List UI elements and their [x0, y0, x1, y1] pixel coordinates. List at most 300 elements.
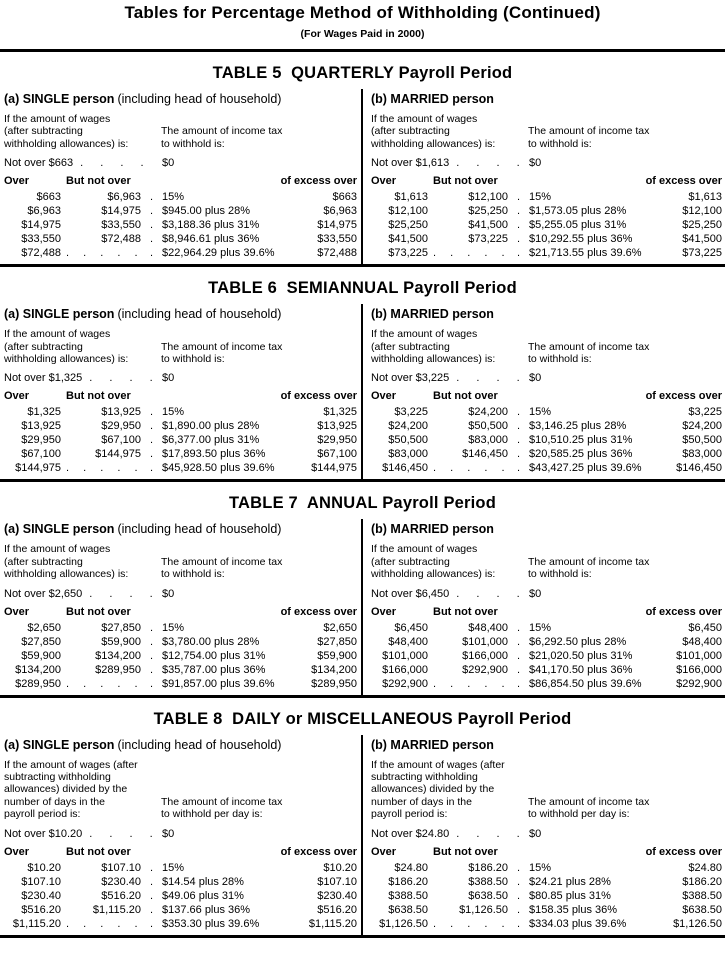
tax-amount: $3,780.00 plus 28% — [162, 635, 260, 648]
tax-amount: $20,585.25 plus 36% — [529, 448, 633, 461]
condition-line: The amount of income tax — [528, 555, 650, 568]
table-row — [4, 861, 357, 875]
tax-amount: $5,255.05 plus 31% — [529, 219, 627, 232]
table-row — [4, 461, 357, 475]
table-row — [4, 246, 357, 260]
excess-over-value: $27,850 — [317, 635, 357, 648]
separator-dot: . — [149, 663, 154, 676]
but-not-over-value: $24,200 — [468, 406, 508, 419]
tax-amount: $41,170.50 plus 36% — [529, 663, 633, 676]
over-header: Over — [4, 175, 30, 188]
condition-line: to withhold per day is: — [528, 808, 630, 821]
dot-leader: . . . . — [89, 372, 160, 385]
over-value: $146,450 — [382, 462, 428, 475]
over-value: $2,650 — [27, 621, 61, 634]
excess-over-header: of excess over — [280, 845, 357, 858]
wage-condition — [4, 543, 161, 580]
person-qualifier: (including head of household) — [117, 307, 282, 322]
but-not-over-value: $134,200 — [95, 649, 141, 662]
over-header: Over — [4, 390, 30, 403]
condition-line: If the amount of wages — [371, 328, 478, 341]
tax-amount: $353.30 plus 39.6% — [162, 917, 260, 930]
over-value: $25,250 — [388, 219, 428, 232]
tax-amount: $49.06 plus 31% — [162, 889, 244, 902]
tax-amount: $3,146.25 plus 28% — [529, 420, 627, 433]
excess-over-header: of excess over — [280, 175, 357, 188]
excess-over-value: $516.20 — [317, 903, 357, 916]
but-not-over-header: But not over — [433, 605, 498, 618]
table-body — [0, 735, 725, 938]
table-row — [4, 232, 357, 246]
excess-over-value: $6,450 — [688, 621, 722, 634]
separator-dot: . — [516, 875, 521, 888]
excess-over-value: $25,250 — [682, 219, 722, 232]
excess-over-value: $24,200 — [682, 420, 722, 433]
table-half-single — [0, 735, 361, 935]
dot-leader: . . . . — [456, 372, 527, 385]
dot-leader: . . . . — [456, 827, 527, 840]
separator-dot: . — [149, 462, 154, 475]
table-row — [4, 204, 357, 218]
table-row — [371, 903, 722, 917]
but-not-over-value: $29,950 — [101, 420, 141, 433]
not-over-amount: $0 — [529, 157, 542, 170]
condition-line: The amount of income tax — [161, 340, 283, 353]
but-not-over-header: But not over — [66, 390, 131, 403]
but-not-over-value: $14,975 — [101, 205, 141, 218]
but-not-over-value: $48,400 — [468, 621, 508, 634]
excess-over-value: $50,500 — [682, 434, 722, 447]
excess-over-value: $1,126.50 — [673, 917, 722, 930]
but-not-over-value: $289,950 — [95, 663, 141, 676]
condition-line: (after subtracting — [371, 125, 450, 138]
condition-line: If the amount of wages (after — [371, 758, 505, 771]
column-headers — [4, 606, 357, 618]
table-row — [4, 621, 357, 635]
condition-block — [4, 113, 357, 150]
tax-amount: $17,893.50 plus 36% — [162, 448, 266, 461]
over-value: $289,950 — [15, 677, 61, 690]
table-half-single — [0, 519, 361, 694]
separator-dot: . — [149, 205, 154, 218]
table-row — [371, 461, 722, 475]
wage-condition — [371, 328, 528, 365]
excess-over-value: $1,613 — [688, 191, 722, 204]
excess-over-value: $67,100 — [317, 448, 357, 461]
tax-amount: $10,510.25 plus 31% — [529, 434, 633, 447]
tax-amount: $21,713.55 plus 39.6% — [529, 247, 642, 260]
table-row — [371, 419, 722, 433]
condition-line: The amount of income tax — [528, 795, 650, 808]
person-qualifier: (including head of household) — [117, 522, 282, 537]
over-value: $292,900 — [382, 677, 428, 690]
excess-over-value: $24.80 — [688, 861, 722, 874]
excess-over-value: $663 — [332, 191, 357, 204]
not-over-line — [371, 588, 722, 601]
condition-block — [371, 759, 722, 821]
excess-over-value: $10.20 — [323, 861, 357, 874]
person-heading — [4, 307, 357, 322]
tax-amount: 15% — [529, 191, 552, 204]
but-not-over-header: But not over — [433, 845, 498, 858]
over-value: $24.80 — [394, 861, 428, 874]
not-over-line — [371, 828, 722, 841]
table-body — [0, 89, 725, 267]
over-value: $186.20 — [388, 875, 428, 888]
over-value: $48,400 — [388, 635, 428, 648]
not-over-line — [371, 157, 722, 170]
person-qualifier: (including head of household) — [117, 92, 282, 106]
but-not-over-value: $27,850 — [101, 621, 141, 634]
but-not-over-value: . . . . . — [433, 462, 511, 475]
excess-over-value: $107.10 — [317, 875, 357, 888]
not-over-text: Not over $1,325 — [4, 372, 83, 385]
person-heading — [371, 738, 722, 753]
table-heading: TABLE 7 ANNUAL Payroll Period — [229, 494, 496, 513]
table-half-married — [363, 519, 725, 694]
excess-over-value: $73,225 — [682, 247, 722, 260]
person-type-label: (b) MARRIED person — [371, 737, 494, 752]
over-header: Over — [4, 605, 30, 618]
excess-over-value: $1,115.20 — [308, 917, 357, 930]
table-row — [371, 246, 722, 260]
separator-dot: . — [149, 420, 154, 433]
condition-line: subtracting withholding — [371, 771, 478, 784]
but-not-over-value: . . . . . — [66, 462, 144, 475]
tax-condition — [528, 556, 722, 581]
condition-line: The amount of income tax — [161, 125, 283, 138]
but-not-over-value: $516.20 — [101, 889, 141, 902]
condition-line: withholding allowances) is: — [4, 568, 129, 581]
excess-over-header: of excess over — [645, 605, 722, 618]
excess-over-value: $13,925 — [317, 420, 357, 433]
not-over-text: Not over $6,450 — [371, 587, 450, 600]
but-not-over-value: $186.20 — [468, 861, 508, 874]
but-not-over-value: $292,900 — [462, 663, 508, 676]
column-headers — [4, 390, 357, 402]
excess-over-value: $388.50 — [682, 889, 722, 902]
tax-amount: $43,427.25 plus 39.6% — [529, 462, 642, 475]
dot-leader: . . . . — [456, 587, 527, 600]
tax-condition — [161, 556, 357, 581]
table-row — [371, 232, 722, 246]
condition-line: number of days in the — [4, 795, 105, 808]
condition-line: number of days in the — [371, 795, 472, 808]
condition-line: If the amount of wages (after — [4, 758, 138, 771]
tax-amount: $137.66 plus 36% — [162, 903, 251, 916]
but-not-over-value: . . . . . — [433, 917, 511, 930]
but-not-over-value: $6,963 — [107, 191, 141, 204]
condition-line: withholding allowances) is: — [371, 137, 496, 150]
excess-over-value: $12,100 — [682, 205, 722, 218]
but-not-over-value: $107.10 — [101, 861, 141, 874]
tax-amount: 15% — [162, 191, 185, 204]
but-not-over-value: $25,250 — [468, 205, 508, 218]
condition-line: to withhold is: — [528, 568, 592, 581]
separator-dot: . — [516, 861, 521, 874]
page-subtitle: (For Wages Paid in 2000) — [300, 28, 425, 40]
excess-over-value: $166,000 — [676, 663, 722, 676]
condition-line: The amount of income tax — [528, 125, 650, 138]
not-over-text: Not over $663 — [4, 157, 74, 170]
tax-amount: $12,754.00 plus 31% — [162, 649, 266, 662]
excess-over-value: $101,000 — [676, 649, 722, 662]
but-not-over-value: . . . . . — [433, 677, 511, 690]
over-value: $388.50 — [388, 889, 428, 902]
but-not-over-header: But not over — [66, 175, 131, 188]
tax-amount: 15% — [529, 861, 552, 874]
separator-dot: . — [516, 219, 521, 232]
over-value: $27,850 — [21, 635, 61, 648]
separator-dot: . — [149, 649, 154, 662]
not-over-text: Not over $1,613 — [371, 157, 450, 170]
condition-line: (after subtracting — [371, 340, 450, 353]
condition-line: If the amount of wages — [4, 113, 111, 125]
tax-amount: $86,854.50 plus 39.6% — [529, 677, 642, 690]
excess-over-value: $146,450 — [676, 462, 722, 475]
tax-amount: $6,377.00 plus 31% — [162, 434, 260, 447]
excess-over-value: $83,000 — [682, 448, 722, 461]
table-row — [4, 190, 357, 204]
person-type-label: (a) SINGLE person — [4, 522, 115, 537]
over-value: $13,925 — [21, 420, 61, 433]
condition-block — [371, 113, 722, 150]
table-body — [0, 304, 725, 482]
but-not-over-value: $13,925 — [101, 406, 141, 419]
separator-dot: . — [516, 677, 521, 690]
table-row — [4, 649, 357, 663]
over-value: $6,450 — [394, 621, 428, 634]
table-row — [4, 433, 357, 447]
excess-over-value: $29,950 — [317, 434, 357, 447]
not-over-text: Not over $10.20 — [4, 827, 83, 840]
tax-amount: $45,928.50 plus 39.6% — [162, 462, 275, 475]
not-over-amount: $0 — [529, 827, 542, 840]
excess-over-value: $41,500 — [682, 233, 722, 246]
tax-amount: $91,857.00 plus 39.6% — [162, 677, 275, 690]
separator-dot: . — [149, 434, 154, 447]
but-not-over-header: But not over — [66, 605, 131, 618]
page-title: Tables for Percentage Method of Withholding (Continued) — [124, 3, 601, 22]
over-value: $1,115.20 — [12, 917, 61, 930]
but-not-over-value: $1,126.50 — [459, 903, 508, 916]
dot-leader: . . . . — [89, 827, 160, 840]
table-heading: TABLE 6 SEMIANNUAL Payroll Period — [208, 279, 517, 298]
not-over-amount: $0 — [529, 587, 542, 600]
separator-dot: . — [516, 649, 521, 662]
tax-amount: $1,573.05 plus 28% — [529, 205, 627, 218]
over-value: $6,963 — [27, 205, 61, 218]
condition-line: to withhold is: — [161, 568, 225, 581]
not-over-line — [371, 372, 722, 385]
condition-line: withholding allowances) is: — [4, 137, 129, 150]
table-row — [371, 875, 722, 889]
but-not-over-value: . . . . . — [66, 247, 144, 260]
person-heading — [4, 738, 357, 753]
not-over-line — [4, 372, 357, 385]
column-headers — [4, 175, 357, 187]
table-row — [371, 663, 722, 677]
table-row — [371, 889, 722, 903]
dot-leader: . . . . — [456, 157, 527, 170]
but-not-over-value: . . . . . — [66, 677, 144, 690]
condition-line: If the amount of wages — [371, 113, 478, 125]
over-value: $59,900 — [21, 649, 61, 662]
over-value: $29,950 — [21, 434, 61, 447]
over-value: $1,126.50 — [379, 917, 428, 930]
condition-block — [4, 759, 357, 821]
tax-amount: $24.21 plus 28% — [529, 875, 611, 888]
but-not-over-value: $12,100 — [468, 191, 508, 204]
excess-over-value: $48,400 — [682, 635, 722, 648]
over-value: $67,100 — [21, 448, 61, 461]
not-over-line — [4, 157, 357, 170]
not-over-amount: $0 — [162, 827, 175, 840]
but-not-over-header: But not over — [433, 390, 498, 403]
over-value: $107.10 — [21, 875, 61, 888]
excess-over-value: $33,550 — [317, 233, 357, 246]
condition-line: withholding allowances) is: — [4, 353, 129, 366]
condition-line: withholding allowances) is: — [371, 353, 496, 366]
table-row — [371, 677, 722, 691]
tax-condition — [528, 341, 722, 366]
excess-over-header: of excess over — [645, 845, 722, 858]
condition-line: If the amount of wages — [4, 328, 111, 341]
condition-line: to withhold is: — [528, 137, 592, 150]
payroll-table-section — [0, 52, 725, 267]
but-not-over-value: $1,115.20 — [92, 903, 141, 916]
condition-block — [371, 543, 722, 580]
table-row — [4, 903, 357, 917]
table-row — [4, 663, 357, 677]
column-headers — [371, 175, 722, 187]
over-header: Over — [371, 845, 397, 858]
over-value: $33,550 — [21, 233, 61, 246]
person-type-label: (b) MARRIED person — [371, 307, 494, 322]
table-sections — [0, 52, 725, 938]
tax-amount: 15% — [162, 406, 185, 419]
condition-line: If the amount of wages — [371, 543, 478, 556]
table-row — [371, 635, 722, 649]
bracket-rows — [371, 190, 722, 260]
over-value: $230.40 — [21, 889, 61, 902]
table-row — [4, 889, 357, 903]
separator-dot: . — [516, 621, 521, 634]
but-not-over-value: $146,450 — [462, 448, 508, 461]
table-row — [4, 875, 357, 889]
not-over-text: Not over $2,650 — [4, 587, 83, 600]
but-not-over-value: $83,000 — [468, 434, 508, 447]
bracket-rows — [4, 190, 357, 260]
over-value: $166,000 — [382, 663, 428, 676]
separator-dot: . — [516, 462, 521, 475]
person-type-label: (a) SINGLE person — [4, 737, 115, 752]
over-header: Over — [4, 845, 30, 858]
wage-condition — [4, 759, 161, 821]
wage-condition — [371, 113, 528, 150]
separator-dot: . — [149, 677, 154, 690]
table-half-married — [363, 304, 725, 479]
separator-dot: . — [149, 861, 154, 874]
condition-line: to withhold is: — [161, 137, 225, 150]
but-not-over-value: $67,100 — [101, 434, 141, 447]
over-value: $134,200 — [15, 663, 61, 676]
tax-condition — [161, 125, 357, 150]
table-row — [4, 405, 357, 419]
excess-over-value: $144,975 — [311, 462, 357, 475]
table-heading: TABLE 8 DAILY or MISCELLANEOUS Payroll Period — [153, 709, 572, 728]
over-value: $1,613 — [394, 191, 428, 204]
but-not-over-value: $230.40 — [101, 875, 141, 888]
table-row — [4, 677, 357, 691]
separator-dot: . — [149, 219, 154, 232]
tax-amount: $22,964.29 plus 39.6% — [162, 247, 275, 260]
column-headers — [371, 390, 722, 402]
separator-dot: . — [149, 191, 154, 204]
tax-amount: $80.85 plus 31% — [529, 889, 611, 902]
bracket-rows — [4, 621, 357, 691]
tax-amount: $1,890.00 plus 28% — [162, 420, 260, 433]
separator-dot: . — [516, 406, 521, 419]
over-value: $14,975 — [21, 219, 61, 232]
table-row — [371, 218, 722, 232]
excess-over-header: of excess over — [280, 390, 357, 403]
not-over-amount: $0 — [162, 587, 175, 600]
separator-dot: . — [149, 621, 154, 634]
table-half-married — [363, 89, 725, 264]
over-value: $10.20 — [27, 861, 61, 874]
condition-line: withholding allowances) is: — [371, 568, 496, 581]
separator-dot: . — [516, 903, 521, 916]
over-value: $24,200 — [388, 420, 428, 433]
table-row — [371, 433, 722, 447]
tax-amount: 15% — [162, 621, 185, 634]
not-over-amount: $0 — [162, 157, 175, 170]
over-value: $3,225 — [394, 406, 428, 419]
separator-dot: . — [516, 434, 521, 447]
column-headers — [371, 606, 722, 618]
but-not-over-value: $73,225 — [468, 233, 508, 246]
condition-line: allowances) divided by the — [4, 783, 128, 796]
but-not-over-header: But not over — [66, 845, 131, 858]
excess-over-value: $292,900 — [676, 677, 722, 690]
tax-amount: $334.03 plus 39.6% — [529, 917, 627, 930]
separator-dot: . — [149, 903, 154, 916]
tax-amount: 15% — [529, 406, 552, 419]
person-heading — [371, 522, 722, 537]
tax-condition — [528, 125, 722, 150]
table-row — [371, 861, 722, 875]
condition-line: payroll period is: — [371, 808, 448, 821]
bracket-rows — [4, 405, 357, 475]
separator-dot: . — [149, 406, 154, 419]
condition-line: to withhold is: — [161, 353, 225, 366]
but-not-over-value: $33,550 — [101, 219, 141, 232]
separator-dot: . — [516, 420, 521, 433]
over-value: $516.20 — [21, 903, 61, 916]
person-type-label: (a) SINGLE person — [4, 307, 115, 322]
condition-line: allowances) divided by the — [371, 783, 495, 796]
tax-amount: $21,020.50 plus 31% — [529, 649, 633, 662]
over-value: $638.50 — [388, 903, 428, 916]
person-heading — [371, 92, 722, 107]
excess-over-value: $289,950 — [311, 677, 357, 690]
but-not-over-value: $638.50 — [468, 889, 508, 902]
tax-amount: $10,292.55 plus 36% — [529, 233, 633, 246]
over-header: Over — [371, 390, 397, 403]
excess-over-value: $14,975 — [317, 219, 357, 232]
not-over-line — [4, 828, 357, 841]
